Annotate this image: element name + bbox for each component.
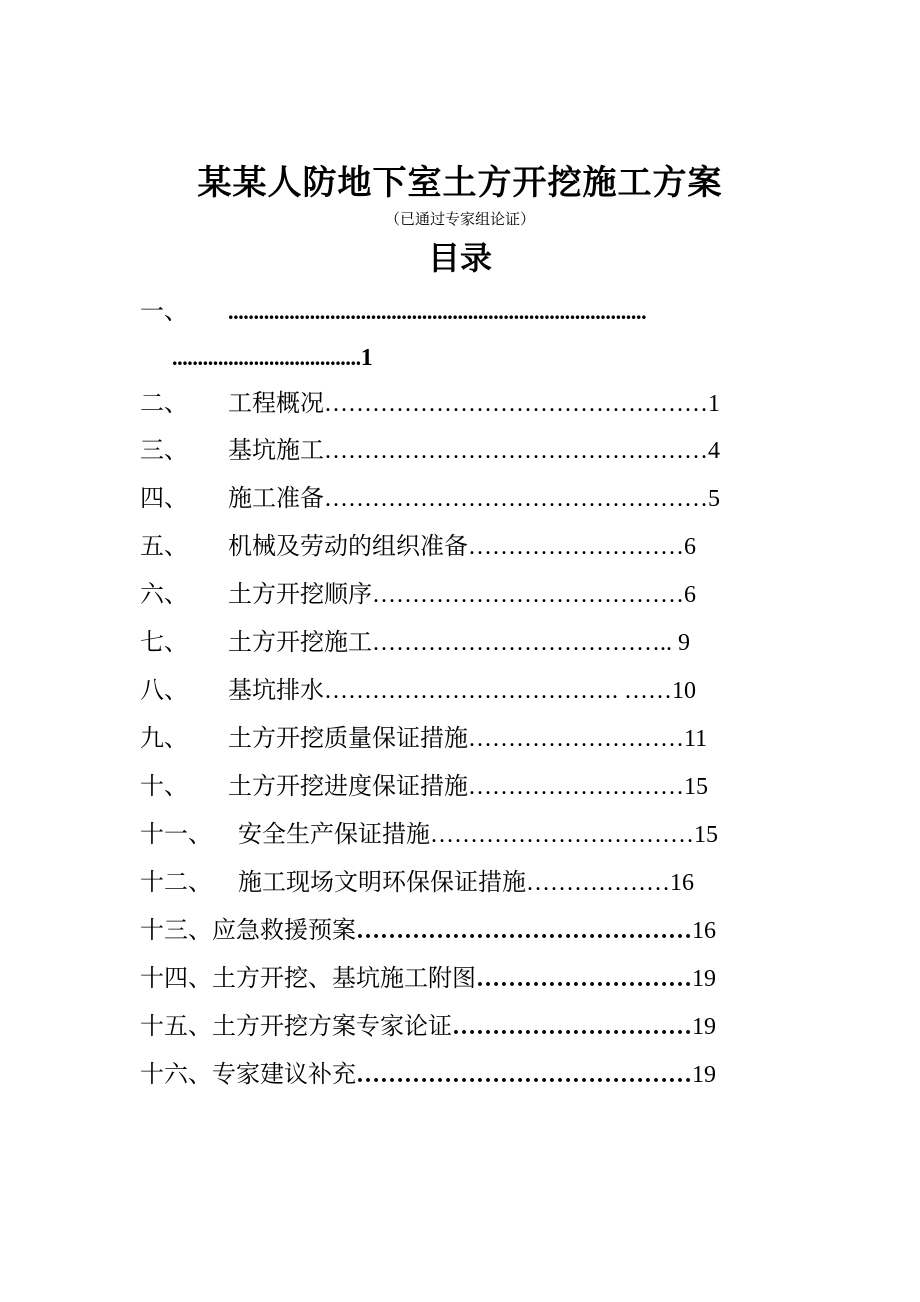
toc-entry[interactable] — [140, 1010, 716, 1043]
toc-entry[interactable] — [140, 722, 707, 755]
toc-entry-title: 土方开挖、基坑施工附图 — [212, 964, 476, 992]
toc-entry[interactable] — [140, 482, 720, 515]
toc-entry[interactable] — [140, 914, 716, 947]
toc-entry-1[interactable] — [140, 295, 646, 328]
toc-entry-number: 十四、 — [140, 964, 212, 992]
toc-entry-1-continuation — [172, 341, 373, 374]
toc-entry-title: 土方开挖质量保证措施 — [228, 724, 468, 752]
toc-page-number: 16 — [670, 870, 694, 896]
toc-leader: ……………………………….. — [372, 630, 678, 656]
toc-entry-title: 施工准备 — [228, 484, 324, 512]
toc-entry-number: 十二、 — [140, 868, 212, 896]
toc-entry-number: 四、 — [140, 484, 188, 512]
toc-entry-number: 十五、 — [140, 1012, 212, 1040]
toc-page-number: 15 — [694, 822, 718, 848]
toc-entry-number: 九、 — [140, 724, 188, 752]
toc-leader: .................................................................................. — [228, 299, 647, 324]
toc-entry-number: 十三、 — [140, 916, 212, 944]
toc-entry-number: 七、 — [140, 628, 188, 656]
toc-page-number: 19 — [692, 1062, 716, 1088]
toc-entry-title: 专家建议补充 — [212, 1060, 356, 1088]
toc-leader: …………………………… — [430, 822, 694, 848]
toc-page-number: 10 — [672, 678, 696, 704]
toc-page-number: 11 — [684, 726, 708, 752]
toc-entry-number: 六、 — [140, 580, 188, 608]
toc-entry[interactable] — [140, 530, 696, 563]
toc-leader: ………………………… — [452, 1014, 692, 1040]
toc-entry-title: 土方开挖进度保证措施 — [228, 772, 468, 800]
toc-entry-number: 十六、 — [140, 1060, 212, 1088]
toc-leader: ………………………………………… — [324, 486, 708, 512]
toc-entry[interactable] — [140, 1058, 716, 1091]
toc-leader: ……………………… — [468, 534, 684, 560]
toc-entry-number: 十一、 — [140, 820, 212, 848]
toc-leader: ……………… — [526, 870, 670, 896]
toc-entry-number: 十、 — [140, 772, 188, 800]
toc-entry[interactable] — [140, 866, 694, 899]
toc-page-number: 19 — [692, 1014, 716, 1040]
toc-leader: ……………………… — [468, 726, 684, 752]
toc-leader: …………………………………… — [356, 918, 692, 944]
toc-page-number: 1 — [708, 391, 720, 417]
toc-entry[interactable] — [140, 818, 718, 851]
toc-entry-number: 五、 — [140, 532, 188, 560]
toc-page-number: 9 — [678, 630, 690, 656]
toc-entry-title: 基坑施工 — [228, 436, 324, 464]
toc-entry-title: 安全生产保证措施 — [238, 820, 430, 848]
document-title: 某某人防地下室土方开挖施工方案 — [197, 163, 723, 203]
toc-page-number: 6 — [684, 534, 696, 560]
toc-entry-number: 二、 — [140, 389, 188, 417]
toc-entry-title: 应急救援预案 — [212, 916, 356, 944]
toc-page-number: 5 — [708, 486, 720, 512]
toc-page-number: 1 — [360, 345, 373, 371]
toc-page-number: 19 — [692, 966, 716, 992]
toc-entry-title: 机械及劳动的组织准备 — [228, 532, 468, 560]
toc-entry[interactable] — [140, 962, 716, 995]
toc-entry[interactable] — [140, 387, 720, 420]
toc-entry-title: 土方开挖方案专家论证 — [212, 1012, 452, 1040]
toc-leader: ..................................... — [172, 345, 361, 370]
document-subtitle: （已通过专家组论证） — [384, 210, 535, 228]
toc-page-number: 6 — [684, 582, 696, 608]
toc-entry[interactable] — [140, 674, 696, 707]
toc-page-number: 4 — [708, 438, 720, 464]
toc-entry-number: 三、 — [140, 436, 188, 464]
toc-leader: ………………………………………… — [324, 438, 708, 464]
toc-entry-title: 基坑排水 — [228, 676, 324, 704]
toc-entry-title: 施工现场文明环保保证措施 — [238, 868, 526, 896]
toc-leader: ………………………………………… — [324, 391, 708, 417]
toc-leader: ……………………… — [476, 966, 692, 992]
toc-entry[interactable] — [140, 626, 690, 659]
toc-entry-number: 八、 — [140, 676, 188, 704]
toc-entry-title: 工程概况 — [228, 389, 324, 417]
toc-leader: ………………………………. …… — [324, 678, 672, 704]
toc-heading: 目录 — [427, 239, 492, 277]
toc-entry[interactable] — [140, 434, 720, 467]
toc-page-number: 16 — [692, 918, 716, 944]
toc-page-number: 15 — [684, 774, 708, 800]
toc-entry-title: 土方开挖顺序 — [228, 580, 372, 608]
toc-entry[interactable] — [140, 770, 708, 803]
toc-leader: ………………………………… — [372, 582, 684, 608]
toc-leader: …………………………………… — [356, 1062, 692, 1088]
toc-entry-title: 土方开挖施工 — [228, 628, 372, 656]
toc-entry[interactable] — [140, 578, 696, 611]
toc-leader: ……………………… — [468, 774, 684, 800]
toc-entry-number: 一、 — [140, 297, 188, 325]
